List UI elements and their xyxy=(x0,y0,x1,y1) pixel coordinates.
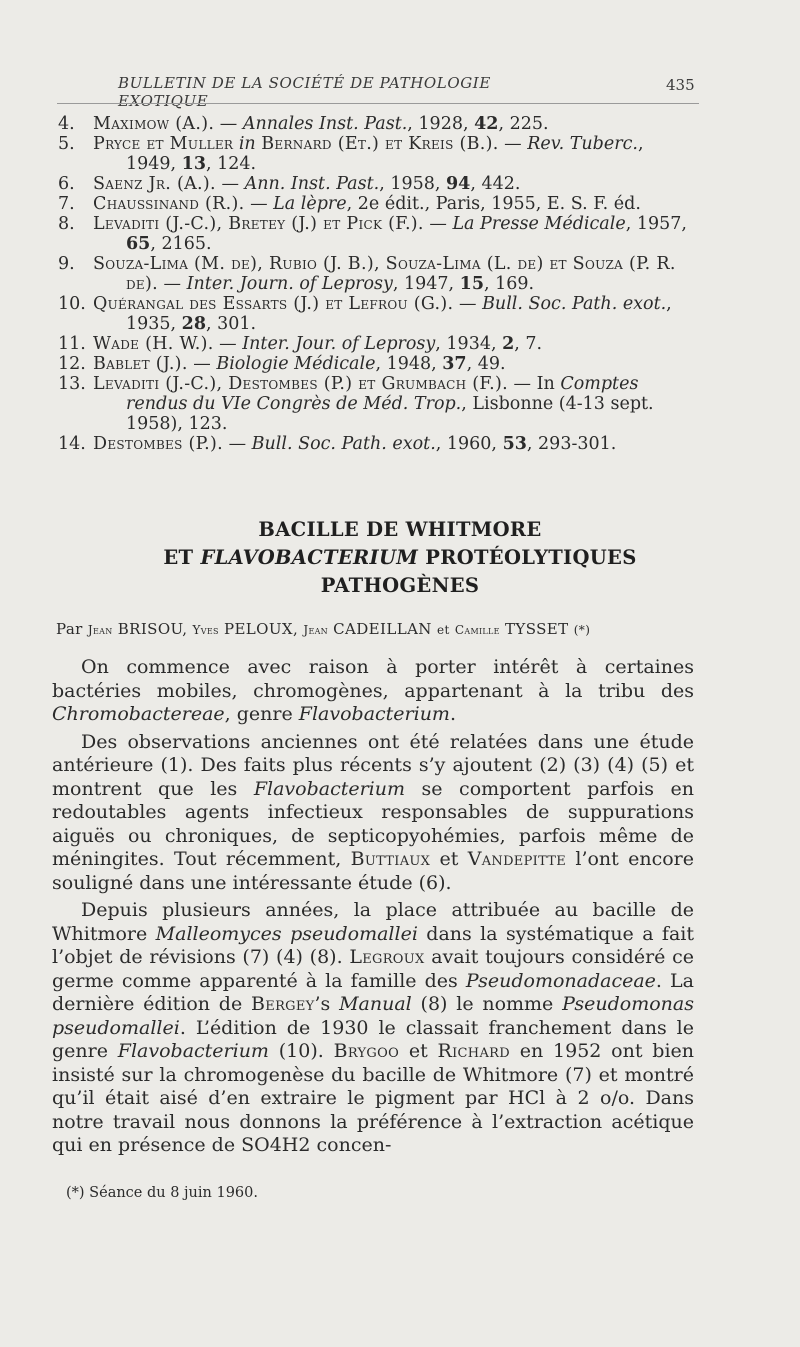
footnote: (*) Séance du 8 juin 1960. xyxy=(66,1185,258,1201)
article-body xyxy=(52,656,694,1162)
reference-number: 6. xyxy=(58,174,75,194)
reference-volume: 28 xyxy=(181,314,207,334)
reference-journal: Inter. Journ. of Leprosy xyxy=(186,274,393,294)
reference-number: 7. xyxy=(58,194,75,214)
reference-number: 9. xyxy=(58,254,75,274)
paragraph-3: Depuis plusieurs années, la place attribuée au bacille de Whitmore Malleomyces pseudomallei dans la systématique a fait l’objet de révisions (7) (4) (8). Legroux avait toujours considéré ce germe comme apparenté à la famille des Pseudomonadaceae. La dernière édition de Bergey’s Manual (8) le nomme Pseudomonas pseudomallei. L’édition de 1930 le classait franchement dans le genre Flavobacterium (10). Brygoo et Richard en 1952 ont bien insisté sur la chromogenèse du bacille de Whitmore (7) et montré qu’il était aisé d’en extraire le pigment par HCl à 2 o/o. Dans notre travail nous donnons la préférence à l’extraction acétique qui en présence de SO4H2 concen- xyxy=(52,899,695,1156)
reference-author: Bernard (Et.) et Kreis (B.). xyxy=(261,134,499,154)
reference-item: 14. Destombes (P.). — Bull. Soc. Path. exot., 1960, 53, 293-301. xyxy=(58,434,617,454)
header-rule xyxy=(57,103,699,104)
reference-item: 13. Levaditi (J.-C.), Destombes (P.) et Grumbach (F.). — In Comptes rendus du VIe Congrès de Méd. Trop., Lisbonne (4-13 sept. 1958), 123. xyxy=(58,374,654,434)
reference-item: 6. Saenz Jr. (A.). — Ann. Inst. Past., 1958, 94, 442. xyxy=(58,174,521,194)
reference-journal: Biologie Médicale xyxy=(216,354,376,374)
reference-item: 7. Chaussinand (R.). — La lèpre, 2e édit., Paris, 1955, E. S. F. éd. xyxy=(58,194,641,214)
reference-journal: La lèpre xyxy=(273,194,347,214)
reference-author: Pryce et Muller xyxy=(93,134,234,154)
reference-author: Bablet (J.). xyxy=(93,354,188,374)
reference-volume: 15 xyxy=(459,274,485,294)
paragraph-1: On commence avec raison à porter intérêt à certaines bactéries mobiles, chromogènes, appartenant à la tribu des Chromobactereae, genre Flavobacterium. xyxy=(52,656,694,725)
reference-list xyxy=(58,114,698,454)
reference-number: 14. xyxy=(58,434,86,454)
reference-author: Souza-Lima (M. de), Rubio (J. B.), Souza-Lima (L. de) et Souza (P. R. de). xyxy=(93,254,676,294)
reference-journal: Rev. Tuberc. xyxy=(527,134,638,154)
reference-journal: Ann. Inst. Past. xyxy=(244,174,380,194)
article-title-line-1: BACILLE DE WHITMORE xyxy=(258,518,542,541)
reference-journal: La Presse Médicale xyxy=(452,214,626,234)
reference-volume: 94 xyxy=(446,174,471,194)
reference-volume: 42 xyxy=(474,114,499,134)
reference-volume: 2 xyxy=(502,334,515,354)
reference-author: Chaussinand (R.). xyxy=(93,194,245,214)
reference-number: 5. xyxy=(58,134,75,154)
paragraph-2: Des observations anciennes ont été relatées dans une étude antérieure (1). Des faits plus récents s’y ajoutent (2) (3) (4) (5) et montrent que les Flavobacterium se comportent parfois en redoutables agents infectieux responsables de suppurations aiguës ou chroniques, de septicopyohémies, parfois même de méningites. Tout récemment, Buttiaux et Vandepitte l’ont encore souligné dans une intéressante étude (6). xyxy=(52,730,694,894)
reference-journal: Inter. Jour. of Leprosy xyxy=(242,334,436,354)
reference-item: 12. Bablet (J.). — Biologie Médicale, 1948, 37, 49. xyxy=(58,354,506,374)
reference-journal: Comptes rendus du VIe Congrès de Méd. Trop. xyxy=(126,374,639,414)
reference-journal: Annales Inst. Past. xyxy=(242,114,408,134)
reference-number: 12. xyxy=(58,354,86,374)
reference-item: 9. Souza-Lima (M. de), Rubio (J. B.), Souza-Lima (L. de) et Souza (P. R. de). — Inter. Journ. of Leprosy, 1947, 15, 169. xyxy=(58,254,676,294)
reference-number: 13. xyxy=(58,374,86,394)
reference-number: 11. xyxy=(58,334,86,354)
reference-author: Saenz Jr. (A.). xyxy=(93,174,216,194)
article-authors: Par Jean BRISOU, Yves PELOUX, Jean CADEILLAN et Camille TYSSET (*) xyxy=(56,620,591,638)
reference-number: 4. xyxy=(58,114,75,134)
reference-author: Quérangal des Essarts (J.) et Lefrou (G.). xyxy=(93,294,454,314)
reference-item: 11. Wade (H. W.). — Inter. Jour. of Leprosy, 1934, 2, 7. xyxy=(58,334,543,354)
reference-item: 5. Pryce et Muller in Bernard (Et.) et Kreis (B.). — Rev. Tuberc., 1949, 13, 124. xyxy=(58,134,644,174)
reference-item: 4. Maximow (A.). — Annales Inst. Past., 1928, 42, 225. xyxy=(58,114,549,134)
reference-number: 8. xyxy=(58,214,75,234)
reference-volume: 65 xyxy=(126,234,151,254)
reference-item: 8. Levaditi (J.-C.), Bretey (J.) et Pick (F.). — La Presse Médicale, 1957, 65, 2165. xyxy=(58,214,687,254)
reference-journal: Bull. Soc. Path. exot. xyxy=(482,294,667,314)
reference-author: Levaditi (J.-C.), Destombes (P.) et Grumbach (F.). xyxy=(93,374,508,394)
running-head: BULLETIN DE LA SOCIÉTÉ DE PATHOLOGIE EXOTIQUE xyxy=(118,74,491,110)
reference-author: Levaditi (J.-C.), Bretey (J.) et Pick (F.). xyxy=(93,214,424,234)
article-title-line-3: PATHOGÈNES xyxy=(320,574,480,597)
page-number: 435 xyxy=(666,76,695,94)
reference-journal: Bull. Soc. Path. exot. xyxy=(251,434,436,454)
reference-item: 10. Quérangal des Essarts (J.) et Lefrou (G.). — Bull. Soc. Path. exot., 1935, 28, 301. xyxy=(58,294,672,334)
reference-author: Destombes (P.). xyxy=(93,434,224,454)
reference-author: Wade (H. W.). xyxy=(93,334,214,354)
article-title-line-2: ET FLAVOBACTERIUM PROTÉOLYTIQUES xyxy=(163,546,637,569)
reference-author: Maximow (A.). xyxy=(93,114,215,134)
reference-volume: 53 xyxy=(502,434,527,454)
reference-volume: 37 xyxy=(442,354,467,374)
reference-number: 10. xyxy=(58,294,86,314)
reference-volume: 13 xyxy=(181,154,207,174)
